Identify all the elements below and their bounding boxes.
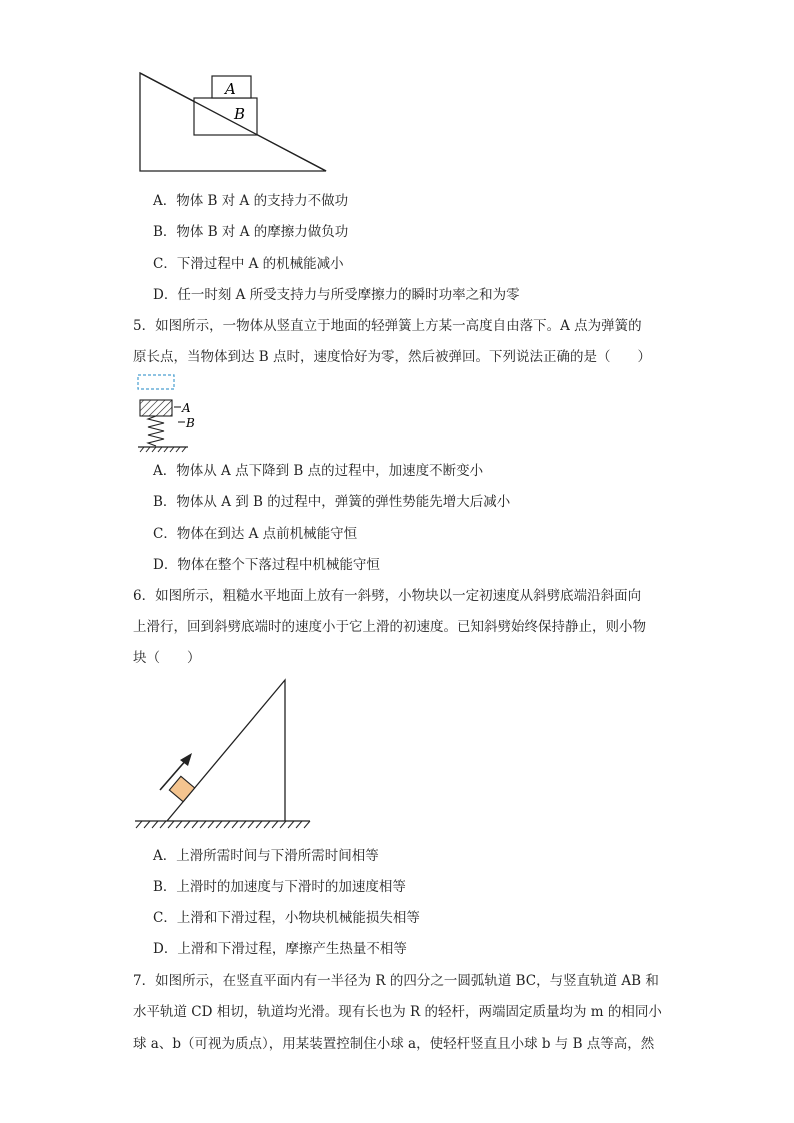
q6-option-d: D．上滑和下滑过程，摩擦产生热量不相等 xyxy=(153,941,407,957)
q7-stem-line-3: 球 a、b（可视为质点），用某装置控制住小球 a，使轻杆竖直且小球 b 与 B 点等高，然 xyxy=(133,1036,655,1052)
q7-stem-line-2: 水平轨道 CD 相切，轨道均光滑。现有长也为 R 的轻杆，两端固定质量均为 m 的相同小 xyxy=(133,1004,662,1020)
q4-option-a: A．物体 B 对 A 的支持力不做功 xyxy=(153,193,349,209)
q6-stem-line-3: 块（ ） xyxy=(133,650,201,666)
q5-stem-line-2: 原长点，当物体到达 B 点时，速度恰好为零，然后被弹回。下列说法正确的是（ ） xyxy=(133,349,652,365)
figure-incline-blocks xyxy=(130,65,340,180)
q5-option-b: B．物体从 A 到 B 的过程中，弹簧的弹性势能先增大后减小 xyxy=(153,494,511,510)
dashed-start-box xyxy=(138,375,174,389)
sliding-block xyxy=(169,776,194,801)
spring-coil xyxy=(148,416,164,446)
q4-option-d: D．任一时刻 A 所受支持力与所受摩擦力的瞬时功率之和为零 xyxy=(153,287,520,303)
q5-option-a: A．物体从 A 点下降到 B 点的过程中，加速度不断变小 xyxy=(153,463,484,479)
figure-wedge-block xyxy=(130,672,320,832)
q6-option-c: C．上滑和下滑过程，小物块机械能损失相等 xyxy=(153,910,420,926)
spring-label-b: B xyxy=(186,416,195,430)
q5-option-c: C．物体在到达 A 点前机械能守恒 xyxy=(153,526,358,542)
figure-spring xyxy=(136,372,216,454)
block-a-label: A xyxy=(225,80,236,98)
block-b-label: B xyxy=(234,105,246,123)
q6-stem-line-2: 上滑行，回到斜劈底端时的速度小于它上滑的初速度。已知斜劈始终保持静止，则小物 xyxy=(133,619,646,635)
spring-label-a: A xyxy=(182,401,191,415)
q5-stem-line-1: 5．如图所示，一物体从竖直立于地面的轻弹簧上方某一高度自由落下。A 点为弹簧的 xyxy=(133,318,642,334)
hatched-block xyxy=(140,400,172,416)
q7-stem-line-1: 7．如图所示，在竖直平面内有一半径为 R 的四分之一圆弧轨道 BC，与竖直轨道 AB 和 xyxy=(133,973,659,989)
q6-option-b: B．上滑时的加速度与下滑时的加速度相等 xyxy=(153,879,406,895)
q4-option-b: B．物体 B 对 A 的摩擦力做负功 xyxy=(153,224,349,240)
q6-option-a: A．上滑所需时间与下滑所需时间相等 xyxy=(153,848,379,864)
q6-stem-line-1: 6．如图所示，粗糙水平地面上放有一斜劈，小物块以一定初速度从斜劈底端沿斜面向 xyxy=(133,588,642,604)
q5-option-d: D．物体在整个下落过程中机械能守恒 xyxy=(153,557,380,573)
q4-option-c: C．下滑过程中 A 的机械能减小 xyxy=(153,256,344,272)
